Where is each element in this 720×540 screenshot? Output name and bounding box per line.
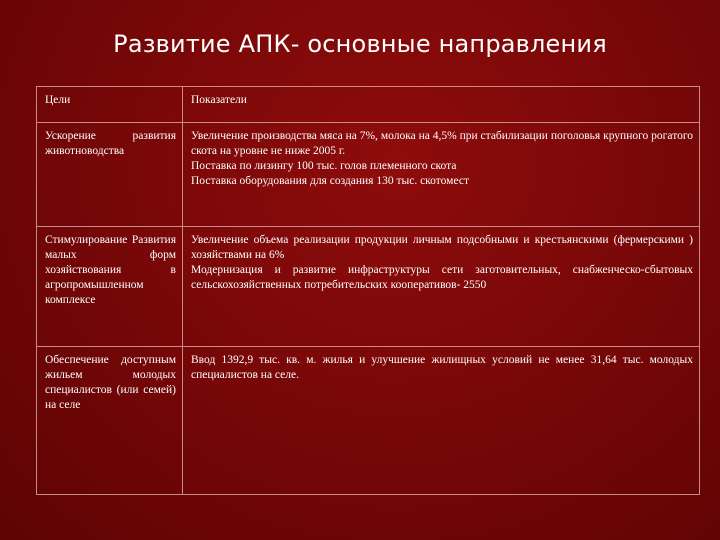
header-indicators: Показатели [183, 87, 700, 123]
indicator-line: Модернизация и развитие инфраструктуры сети заготовительных, снабженческо-сбытовых сельскохозяйственных потребительских кооперативов- 2550 [191, 264, 693, 291]
indicator-line: Поставка оборудования для создания 130 тыс. скотомест [191, 175, 469, 187]
page-title: Развитие АПК- основные направления [113, 30, 607, 58]
table-header-row [37, 87, 700, 123]
table-row [37, 123, 700, 227]
directions-table [36, 86, 700, 495]
goal-cell: Стимулирование Развития малых форм хозяйствования в агропромышленном комплексе [37, 227, 183, 347]
indicators-cell [183, 347, 700, 495]
table-row [37, 227, 700, 347]
indicators-cell [183, 227, 700, 347]
indicator-line: Поставка по лизингу 100 тыс. голов племенного скота [191, 160, 457, 172]
indicator-line: Увеличение производства мяса на 7%, молока на 4,5% при стабилизации поголовья крупного рогатого скота на уровне не ниже 2005 г. [191, 130, 693, 157]
goal-cell: Обеспечение доступным жильем молодых специалистов (или семей) на селе [37, 347, 183, 495]
goal-cell: Ускорение развития животноводства [37, 123, 183, 227]
table-row [37, 347, 700, 495]
indicator-line: Ввод 1392,9 тыс. кв. м. жилья и улучшение жилищных условий не менее 31,64 тыс. молодых специалистов на селе. [191, 354, 693, 381]
header-goals: Цели [37, 87, 183, 123]
indicators-cell [183, 123, 700, 227]
indicator-line: Увеличение объема реализации продукции личным подсобными и крестьянскими (фермерскими ) хозяйствами на 6% [191, 234, 693, 261]
